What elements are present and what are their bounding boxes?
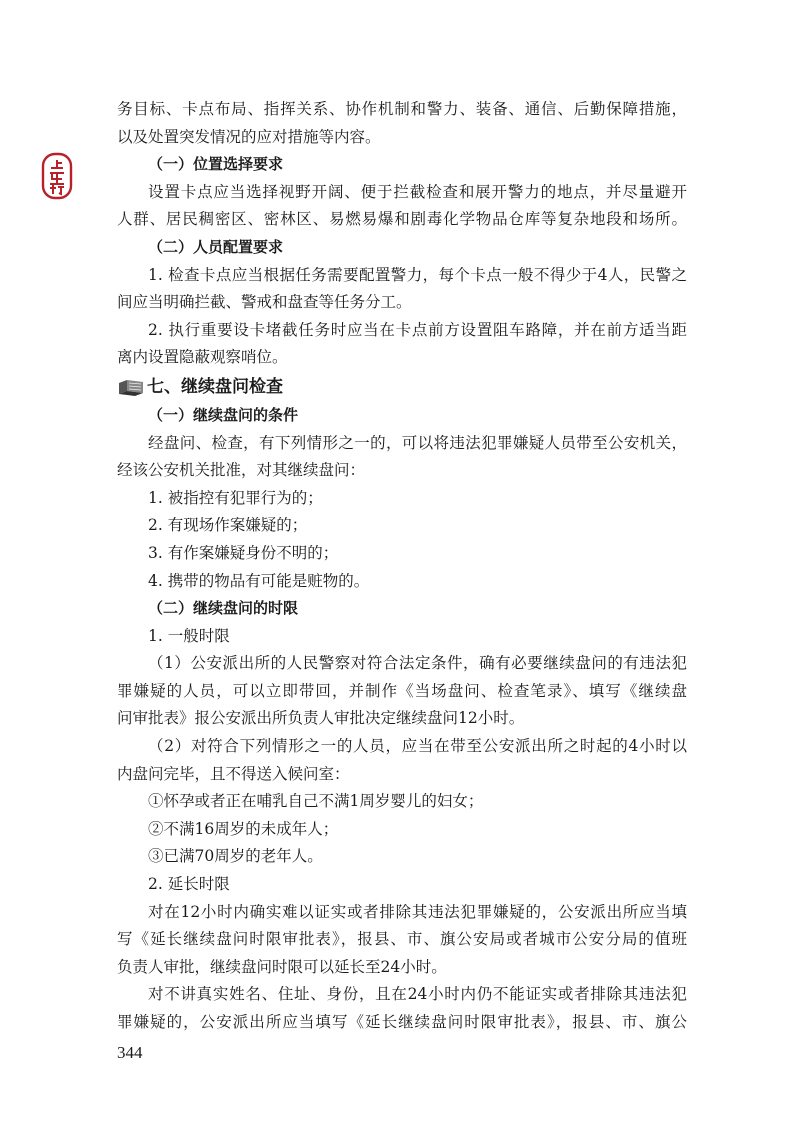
list-item: 3. 有作案嫌疑身份不明的； (148, 543, 339, 562)
paragraph-line: 问审批表》报公安派出所负责人审批决定继续盘问12小时。 (117, 709, 525, 728)
paragraph-line: 离内设置隐蔽观察哨位。 (117, 348, 288, 367)
paragraph-line: （2）对符合下列情形之一的人员，应当在带至公安派出所之时起的4小时以 (148, 737, 687, 756)
list-item: ①怀孕或者正在哺乳自己不满1周岁婴儿的妇女； (148, 792, 484, 811)
page-body (117, 96, 687, 1037)
paragraph-line: 间应当明确拦截、警戒和盘查等任务分工。 (117, 293, 412, 312)
book-icon (117, 377, 145, 397)
paragraph-line: 1. 一般时限 (148, 626, 230, 645)
paragraph-line: 罪嫌疑的人员，可以立即带回，并制作《当场盘问、检查笔录》、填写《继续盘 (117, 681, 687, 700)
list-item: 1. 被指控有犯罪行为的； (148, 488, 323, 507)
list-item: ③已满70周岁的老年人。 (148, 847, 323, 866)
paragraph-line: 设置卡点应当选择视野开阔、便于拦截检查和展开警力的地点，并尽量避开 (148, 182, 687, 201)
section-title: 七、继续盘问检查 (147, 376, 283, 397)
subheading: （二）人员配置要求 (148, 237, 284, 256)
paragraph-line: 经盘问、检查，有下列情形之一的，可以将违法犯罪嫌疑人员带至公安机关， (148, 433, 687, 452)
paragraph-line: 人群、居民稠密区、密林区、易燃易爆和剧毒化学物品仓库等复杂地段和场所。 (117, 210, 687, 229)
list-item: 4. 携带的物品有可能是赃物的。 (148, 571, 370, 590)
subheading: （一）位置选择要求 (148, 155, 284, 174)
section-heading (117, 372, 687, 402)
page-number: 344 (117, 1043, 143, 1062)
paragraph-line: 1. 检查卡点应当根据任务需要配置警力，每个卡点一般不得少于4人，民警之 (148, 265, 687, 284)
subheading: （二）继续盘问的时限 (148, 599, 299, 618)
paragraph-line: 对在12小时内确实难以证实或者排除其违法犯罪嫌疑的，公安派出所应当填 (148, 902, 687, 921)
paragraph-line: 务目标、卡点布局、指挥关系、协作机制和警力、装备、通信、后勤保障措施， (117, 100, 687, 118)
list-item: ②不满16周岁的未成年人； (148, 819, 339, 838)
paragraph-line: 负责人审批，继续盘问时限可以延长至24小时。 (117, 957, 447, 976)
paragraph-line: 罪嫌疑的，公安派出所应当填写《延长继续盘问时限审批表》，报县、市、旗公 (117, 1013, 687, 1031)
paragraph-line: 2. 延长时限 (148, 875, 230, 894)
subheading: （一）继续盘问的条件 (148, 405, 299, 424)
paragraph-line: 2. 执行重要设卡堵截任务时应当在卡点前方设置阻车路障，并在前方适当距 (148, 320, 687, 339)
paragraph-line: 内盘问完毕，且不得送入候问室： (117, 764, 350, 783)
paragraph-line: 以及处置突发情况的应对措施等内容。 (117, 127, 381, 146)
paragraph-line: 写《延长继续盘问时限审批表》，报县、市、旗公安局或者城市公安分局的值班 (117, 930, 687, 949)
paragraph-line: （1）公安派出所的人民警察对符合法定条件，确有必要继续盘问的有违法犯 (148, 654, 687, 673)
paragraph-line: 对不讲真实姓名、住址、身份，且在24小时内仍不能证实或者排除其违法犯 (148, 985, 687, 1004)
seal-logo (40, 152, 74, 200)
paragraph-line: 经该公安机关批准，对其继续盘问： (117, 461, 366, 480)
list-item: 2. 有现场作案嫌疑的； (148, 516, 308, 535)
